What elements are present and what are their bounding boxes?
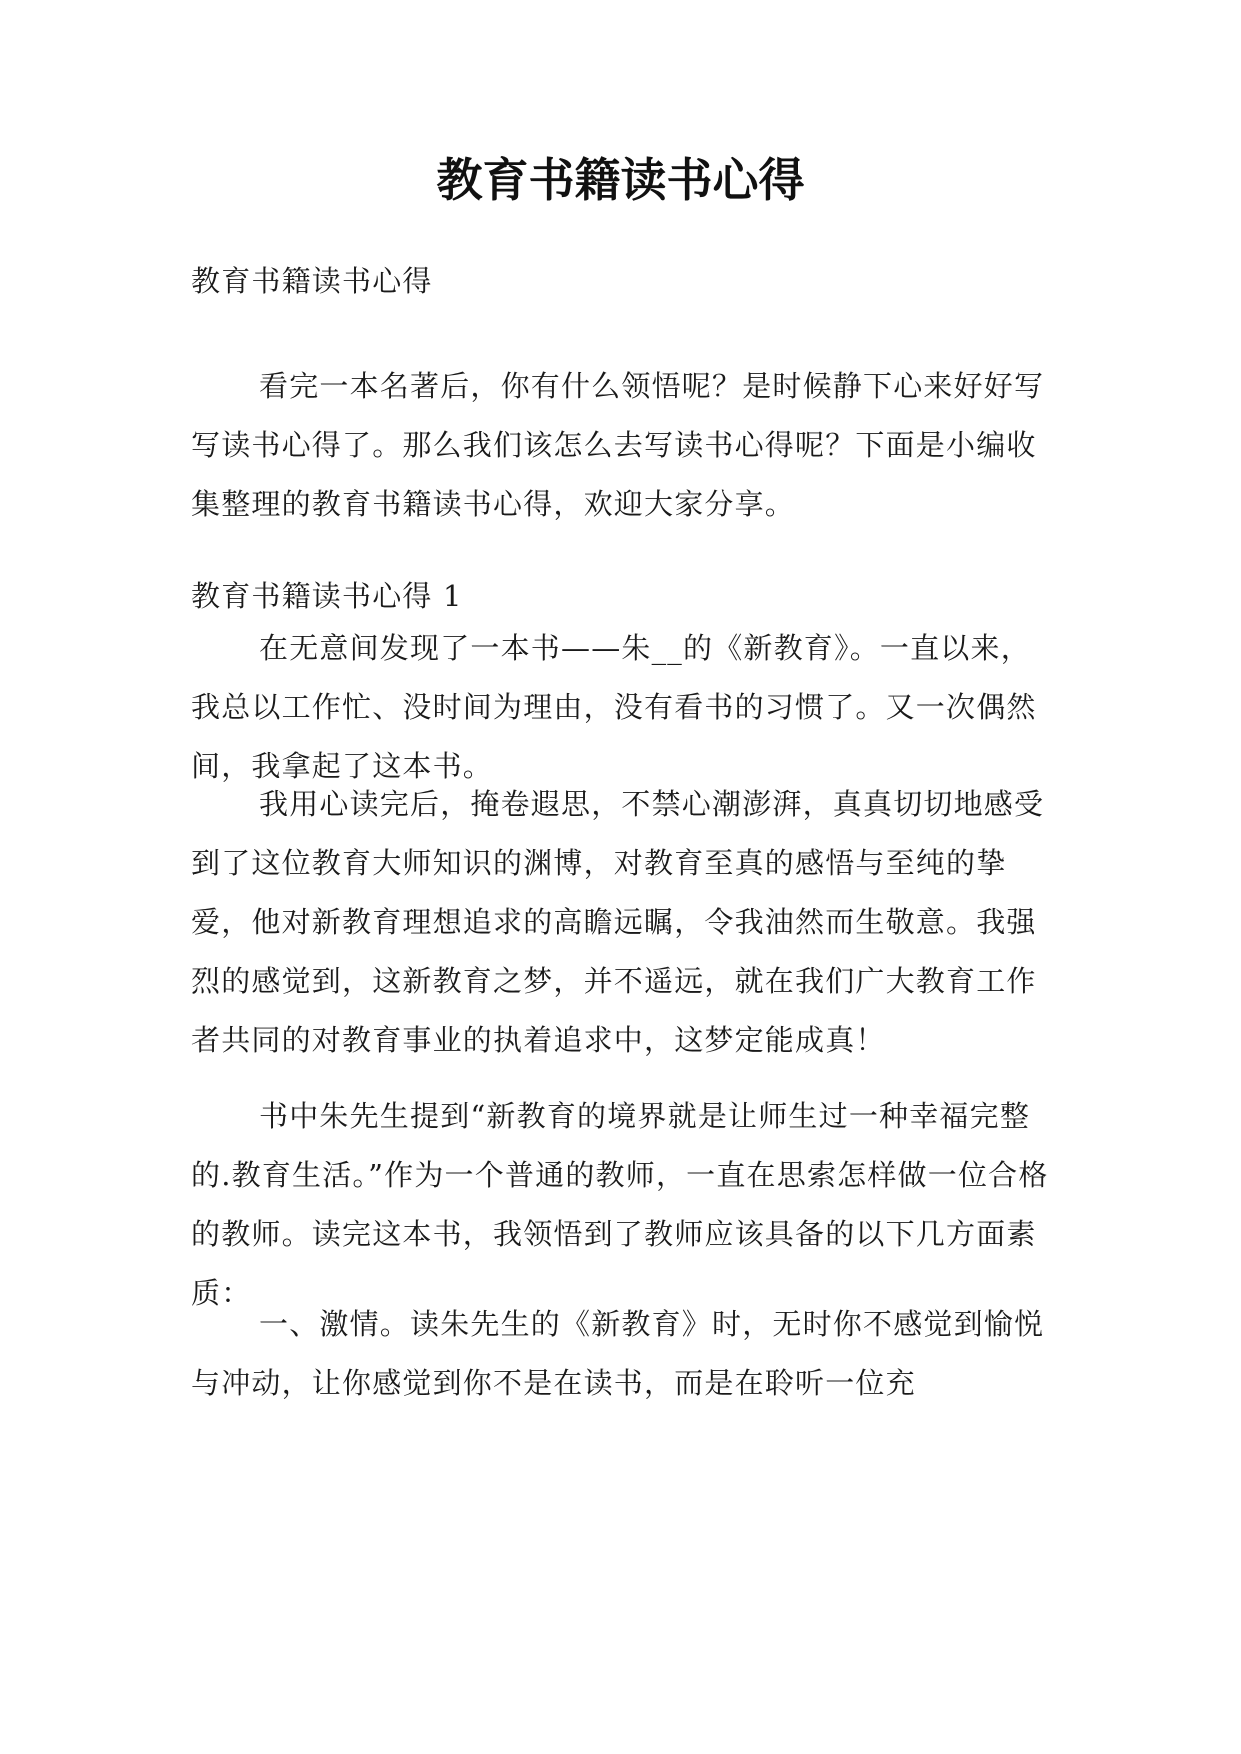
body-paragraph: 我用心读完后，掩卷遐思，不禁心潮澎湃，真真切切地感受到了这位教育大师知识的渊博，对教育至真的感悟与至纯的挚爱，他对新教育理想追求的高瞻远瞩，令我油然而生敬意。我强烈的感觉到，这新教育之梦，并不遥远，就在我们广大教育工作者共同的对教育事业的执着追求中，这梦定能成真！ [191,787,1045,1057]
section-heading: 教育书籍读书心得 1 [191,579,463,613]
document-subtitle: 教育书籍读书心得 [191,264,433,298]
intro-paragraph: 看完一本名著后，你有什么领悟呢？是时候静下心来好好写写读书心得了。那么我们该怎么去写读书心得呢？下面是小编收集整理的教育书籍读书心得，欢迎大家分享。 [191,369,1045,521]
body-paragraph: 书中朱先生提到“新教育的境界就是让师生过一种幸福完整的.教育生活。”作为一个普通的教师，一直在思索怎样做一位合格的教师。读完这本书，我领悟到了教师应该具备的以下几方面素质： [191,1099,1049,1310]
body-paragraph: 一、激情。读朱先生的《新教育》时，无时你不感觉到愉悦与冲动，让你感觉到你不是在读书，而是在聆听一位充 [191,1307,1045,1400]
document-title: 教育书籍读书心得 [436,153,805,207]
body-paragraph: 在无意间发现了一本书——朱__的《新教育》。一直以来，我总以工作忙、没时间为理由，没有看书的习惯了。又一次偶然间，我拿起了这本书。 [191,631,1037,783]
